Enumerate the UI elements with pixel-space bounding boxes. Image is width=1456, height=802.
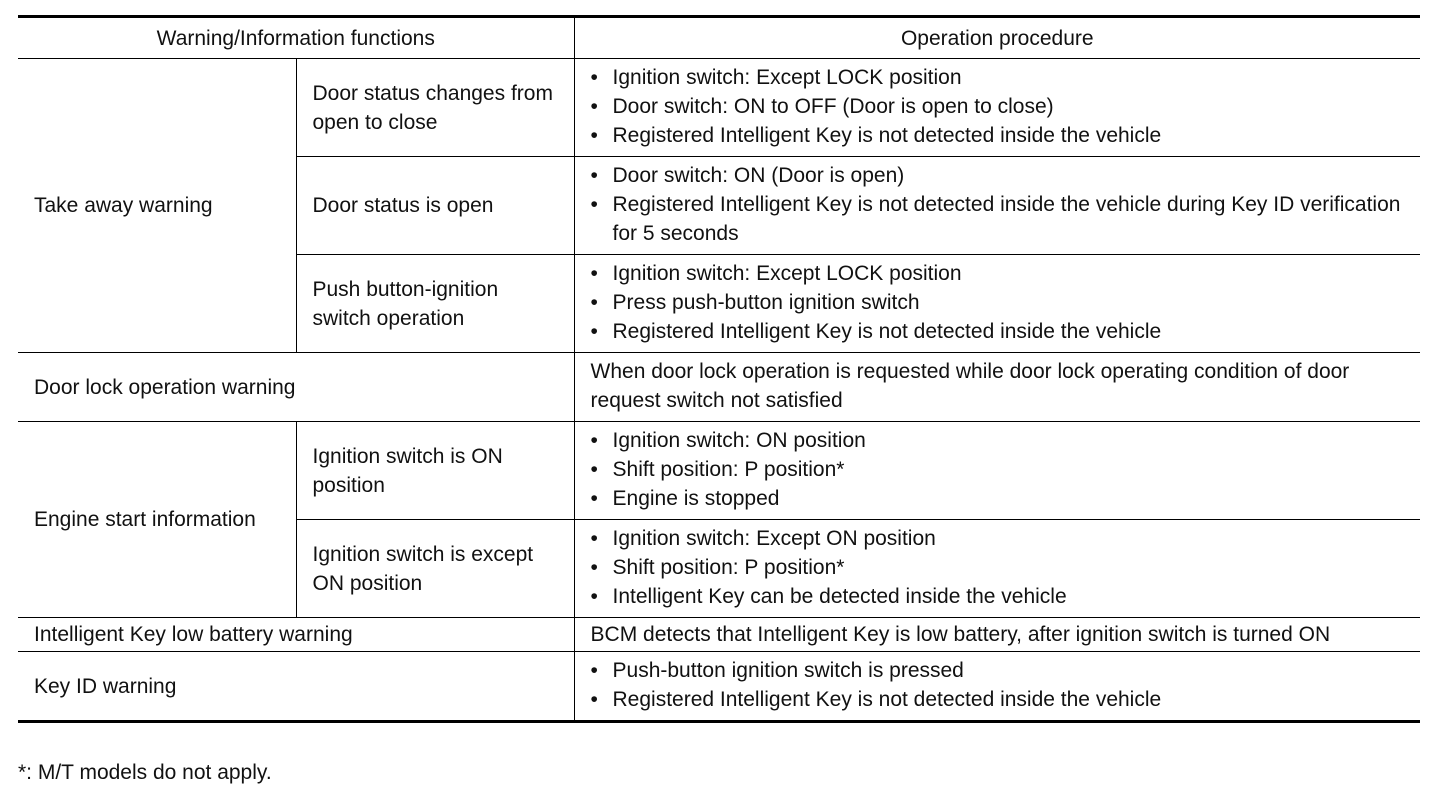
procedure-cell — [574, 422, 1420, 520]
take-away-warning-label: Take away warning — [18, 59, 296, 353]
low-battery-warning-label: Intelligent Key low battery warning — [18, 618, 574, 652]
footnote: *: M/T models do not apply. — [18, 761, 272, 784]
procedure-list — [591, 426, 1405, 513]
list-item: • Shift position: P position* — [591, 553, 1405, 582]
list-item: • Ignition switch: ON position — [591, 426, 1405, 455]
table-row — [18, 652, 1420, 722]
list-item: • Ignition switch: Except ON position — [591, 524, 1405, 553]
condition-cell: Ignition switch is except ON position — [296, 520, 574, 618]
procedure-cell — [574, 652, 1420, 722]
list-item: • Push-button ignition switch is pressed — [591, 656, 1405, 685]
list-item: • Door switch: ON to OFF (Door is open to close) — [591, 92, 1405, 121]
condition-cell: Door status changes from open to close — [296, 59, 574, 157]
procedure-cell — [574, 59, 1420, 157]
table-row — [18, 353, 1420, 422]
list-item: • Shift position: P position* — [591, 455, 1405, 484]
procedure-cell: When door lock operation is requested while door lock operating condition of door request switch not satisfied — [574, 353, 1420, 422]
condition-cell: Ignition switch is ON position — [296, 422, 574, 520]
list-item: • Door switch: ON (Door is open) — [591, 161, 1405, 190]
list-item: • Registered Intelligent Key is not detected inside the vehicle — [591, 121, 1405, 150]
procedure-list — [591, 259, 1405, 346]
door-lock-warning-label: Door lock operation warning — [18, 353, 574, 422]
header-procedure: Operation procedure — [574, 17, 1420, 59]
procedure-list — [591, 161, 1405, 248]
procedure-list — [591, 524, 1405, 611]
list-item: • Registered Intelligent Key is not detected inside the vehicle — [591, 685, 1405, 714]
list-item: • Registered Intelligent Key is not detected inside the vehicle — [591, 317, 1405, 346]
list-item: • Press push-button ignition switch — [591, 288, 1405, 317]
engine-start-info-label: Engine start information — [18, 422, 296, 618]
table-row — [18, 618, 1420, 652]
table-header-row — [18, 17, 1420, 59]
procedure-cell — [574, 255, 1420, 353]
condition-cell: Door status is open — [296, 157, 574, 255]
procedure-list — [591, 656, 1405, 714]
procedure-cell — [574, 520, 1420, 618]
procedure-cell: BCM detects that Intelligent Key is low battery, after ignition switch is turned ON — [574, 618, 1420, 652]
warning-function-table — [18, 15, 1420, 723]
condition-cell: Push button-ignition switch operation — [296, 255, 574, 353]
procedure-list — [591, 63, 1405, 150]
list-item: • Intelligent Key can be detected inside the vehicle — [591, 582, 1405, 611]
list-item: • Registered Intelligent Key is not detected inside the vehicle during Key ID verification for 5 seconds — [591, 190, 1405, 248]
table-row — [18, 59, 1420, 157]
key-id-warning-label: Key ID warning — [18, 652, 574, 722]
procedure-cell — [574, 157, 1420, 255]
list-item: • Ignition switch: Except LOCK position — [591, 63, 1405, 92]
header-functions: Warning/Information functions — [18, 17, 574, 59]
list-item: • Engine is stopped — [591, 484, 1405, 513]
list-item: • Ignition switch: Except LOCK position — [591, 259, 1405, 288]
table-row — [18, 422, 1420, 520]
